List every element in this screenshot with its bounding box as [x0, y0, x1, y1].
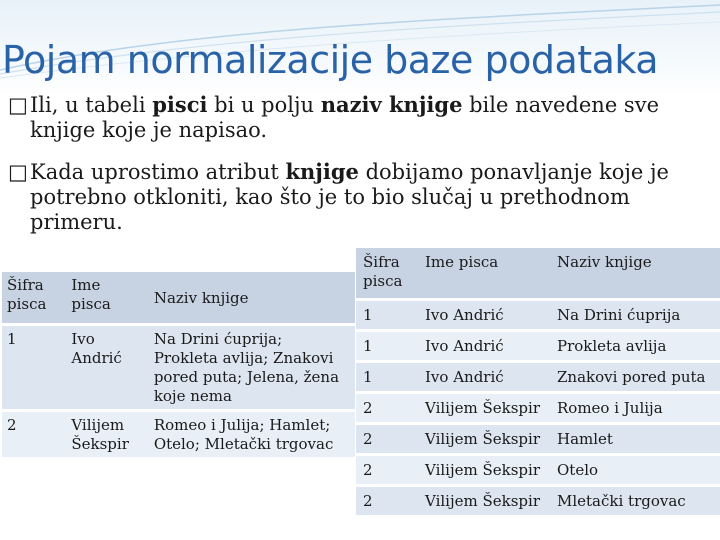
table-cell: Vilijem Šekspir — [418, 486, 550, 517]
table-left — [2, 272, 355, 457]
bullet-1-bold-1: pisci — [152, 92, 208, 117]
table-cell: Hamlet — [550, 424, 720, 455]
table-cell: Vilijem Šekspir — [66, 411, 148, 458]
header-cell-sifra: Šifra pisca — [2, 272, 66, 325]
table-row — [2, 325, 355, 411]
table-right — [356, 248, 720, 518]
table-cell: 2 — [2, 411, 66, 458]
table-row — [356, 300, 720, 331]
table-cell: Vilijem Šekspir — [418, 424, 550, 455]
table-cell: Ivo Andrić — [418, 300, 550, 331]
table-cell: Znakovi pored puta — [550, 362, 720, 393]
bullet-2-bold-1: knjige — [285, 159, 359, 184]
bullet-1-line-2: knjige koje je napisao. — [30, 118, 268, 142]
table-cell: 2 — [356, 486, 418, 517]
table-cell: Na Drini ćuprija; Prokleta avlija; Znakovi pored puta; Jelena, žena koje nema — [149, 325, 355, 411]
bullet-2 — [8, 159, 708, 235]
table-row — [356, 424, 720, 455]
bullet-2-text-2: dobijamo ponavljanje koje je — [358, 160, 669, 184]
table-row — [2, 411, 355, 458]
bullet-marker: □ — [8, 160, 28, 184]
table-cell: Prokleta avlija — [550, 331, 720, 362]
header-cell-naziv: Naziv knjige — [550, 248, 720, 300]
header-cell-ime: Ime pisca — [66, 272, 148, 325]
table-cell: 2 — [356, 393, 418, 424]
table-row — [356, 331, 720, 362]
bullet-1-text-1: Ili, u tabeli — [30, 93, 153, 117]
bullet-2-line-2: potrebno otkloniti, kao što je to bio slučaj u prethodnom — [30, 185, 630, 209]
table-cell: 1 — [356, 362, 418, 393]
table-row — [356, 455, 720, 486]
table-cell: 1 — [2, 325, 66, 411]
table-cell: Otelo — [550, 455, 720, 486]
header-cell-sifra: Šifra pisca — [356, 248, 418, 300]
table-header-row — [356, 248, 720, 300]
table-cell: Ivo Andrić — [66, 325, 148, 411]
table-cell: Ivo Andrić — [418, 331, 550, 362]
table-cell: Romeo i Julija — [550, 393, 720, 424]
bullet-1-bold-2: naziv knjige — [320, 92, 463, 117]
table-cell: Vilijem Šekspir — [418, 455, 550, 486]
table-cell: Vilijem Šekspir — [418, 393, 550, 424]
bullet-1-text-3: bile navedene sve — [462, 93, 659, 117]
bullet-2-text-1: Kada uprostimo atribut — [30, 160, 286, 184]
table-cell: 2 — [356, 424, 418, 455]
table-header-row — [2, 272, 355, 325]
bullet-marker: □ — [8, 93, 28, 117]
table-cell: 2 — [356, 455, 418, 486]
bullet-2-line-3: primeru. — [30, 210, 123, 234]
bullet-1-text-2: bi u polju — [207, 93, 321, 117]
table-row — [356, 486, 720, 517]
table-cell: 1 — [356, 300, 418, 331]
table-cell: Mletački trgovac — [550, 486, 720, 517]
table-row — [356, 393, 720, 424]
table-cell: Ivo Andrić — [418, 362, 550, 393]
table-cell: Romeo i Julija; Hamlet; Otelo; Mletački trgovac — [149, 411, 355, 458]
header-cell-naziv: Naziv knjige — [149, 272, 355, 325]
bullet-1 — [8, 92, 708, 143]
slide-title: Pojam normalizacije baze podataka — [2, 38, 659, 82]
table-cell: Na Drini ćuprija — [550, 300, 720, 331]
table-cell: 1 — [356, 331, 418, 362]
table-row — [356, 362, 720, 393]
header-cell-ime: Ime pisca — [418, 248, 550, 300]
